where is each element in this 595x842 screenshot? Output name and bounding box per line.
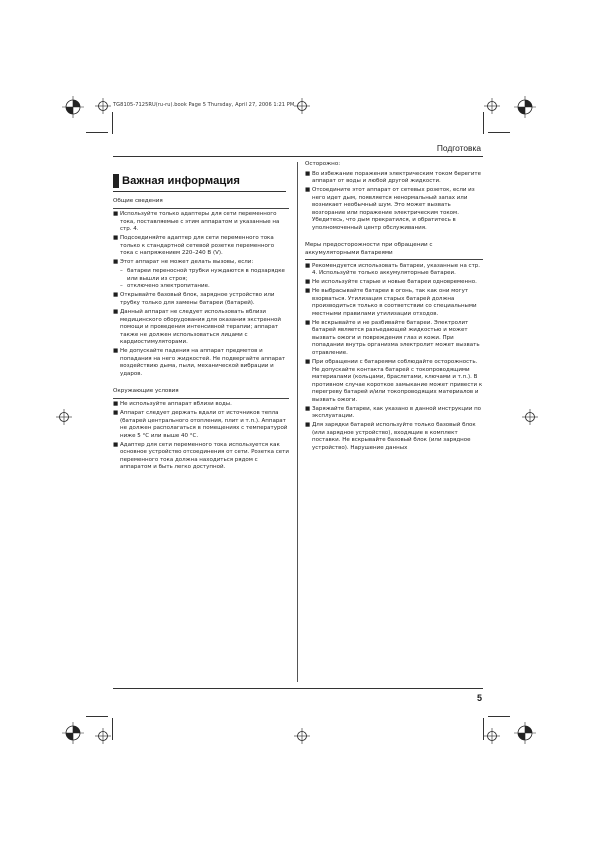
square-bullet-icon: ■ [305, 170, 311, 177]
registration-mark-icon [62, 96, 84, 118]
list-item: ■ Аппарат следует держать вдали от источников тепла (батарей центрального отопления, плит и т.п.). Аппарат не должен располагаться в помещениях с температурой ниже 5 °C или выше 40 °C. [113, 410, 288, 439]
registration-mark-icon [514, 722, 536, 744]
target-mark-icon [95, 728, 111, 744]
page-number: 5 [476, 693, 482, 703]
trim-mark [112, 112, 113, 134]
square-bullet-icon: ■ [305, 187, 311, 194]
list-item: ■ Адаптер для сети переменного тока используется как основное устройство отсоединения от сети. Розетка сети переменного тока должна находиться рядом с аппаратом и быть легко доступной. [113, 441, 289, 471]
square-bullet-icon: ■ [305, 405, 311, 412]
square-bullet-icon: ■ [305, 422, 311, 429]
square-bullet-icon: ■ [113, 348, 119, 355]
target-mark-icon [522, 409, 538, 425]
list-item: ■ Заряжайте батареи, как указано в данной инструкции по эксплуатации. [305, 405, 482, 420]
trim-mark [112, 718, 113, 740]
general-section [113, 198, 289, 378]
registration-mark-icon [514, 96, 536, 118]
target-mark-icon [484, 728, 500, 744]
square-bullet-icon: ■ [305, 359, 311, 366]
list-item: ■ Открывайте базовый блок, зарядное устройство или трубку только для замены батареи (батарей). [113, 292, 275, 306]
title-marker [113, 174, 119, 188]
header-rule [113, 156, 483, 157]
target-mark-icon [95, 98, 111, 114]
trim-mark [86, 716, 108, 717]
right-column [305, 161, 483, 454]
page-title: Важная информация [122, 175, 240, 187]
section-heading: Меры предосторожности при обращении с аккумуляторными батареями [305, 242, 433, 256]
trim-mark [488, 716, 510, 717]
footer-rule [113, 688, 483, 689]
list-item: ■ При обращении с батареями соблюдайте осторожность. Не допускайте контакта батарей с токопроводящими материалами (кольцами, браслетами, ключами и т.п.). В противном случае короткое замыкание может привести к перегреву батарей и/или токопроводящих материалов и вызвать ожоги. [305, 359, 483, 403]
battery-section [305, 242, 483, 452]
list-item: ■ Не вскрывайте и не разбивайте батареи. Электролит батарей является разъедающей жидкостью и может вызвать ожоги и повреждения глаз и кожи. При попадании внутрь организма электролит может вызвать отравление. [305, 319, 480, 356]
square-bullet-icon: ■ [305, 279, 311, 286]
square-bullet-icon: ■ [113, 292, 119, 299]
section-heading: Общие сведения [113, 198, 163, 204]
section-heading: Окружающие условия [113, 388, 179, 395]
square-bullet-icon: ■ [305, 262, 311, 269]
section-rule [305, 259, 483, 260]
caution-section [305, 161, 483, 232]
trim-mark [483, 112, 484, 134]
square-bullet-icon: ■ [113, 211, 119, 218]
square-bullet-icon: ■ [305, 288, 311, 295]
list-item: ■ Не используйте аппарат вблизи воды. [113, 401, 232, 408]
square-bullet-icon: ■ [113, 441, 119, 448]
list-item: ■ Для зарядки батарей используйте только базовый блок (или зарядное устройство), входящие в комплект поставки. Не вскрывайте базовый блок (или зарядное устройство). Нарушение данных [305, 422, 476, 451]
square-bullet-icon: ■ [113, 259, 119, 266]
target-mark-icon [484, 98, 500, 114]
target-mark-icon [56, 409, 72, 425]
trim-mark [488, 132, 510, 133]
left-column [113, 198, 289, 474]
target-mark-icon [294, 98, 310, 114]
registration-mark-icon [62, 722, 84, 744]
list-item: ■ Этот аппарат не может делать вызовы, если: [113, 259, 254, 266]
section-label: Подготовка [436, 143, 481, 153]
list-item: ■ Рекомендуется использовать батареи, указанные на стр. 4. Используйте только аккумуляторные батареи. [305, 262, 481, 277]
section-rule [113, 208, 289, 209]
section-heading: Осторожно: [305, 161, 341, 167]
list-item: ■ Подсоединяйте адаптер для сети переменного тока только к стандартной сетевой розетке переменного тока с напряжением 220–240 В (V). [113, 235, 275, 257]
list-item: ■ Не используйте старые и новые батареи одновременно. [305, 279, 477, 286]
target-mark-icon [294, 728, 310, 744]
environment-section [113, 388, 289, 472]
list-item: ■ Не выбрасывайте батареи в огонь, так как они могут взорваться. Утилизация старых батарей должна производиться только в соответствии со специальными местными правилами утилизации отходов. [305, 288, 477, 317]
column-divider [297, 162, 298, 682]
square-bullet-icon: ■ [113, 410, 119, 417]
square-bullet-icon: ■ [113, 401, 119, 408]
list-item: ■ Во избежание поражения электрическим током берегите аппарат от воды и любой другой жидкости. [305, 170, 481, 184]
trim-mark [86, 132, 108, 133]
trim-mark [483, 718, 484, 740]
section-rule [113, 398, 289, 399]
sub-list-item: – батареи переносной трубки нуждаются в подзарядке или вышли из строя; [120, 268, 285, 282]
file-header: TG8105-7125RU(ru-ru).book Page 5 Thursday, April 27, 2006 1:21 PM [113, 102, 295, 108]
title-rule [113, 191, 286, 192]
square-bullet-icon: ■ [113, 235, 119, 242]
list-item: ■ Используйте только адаптеры для сети переменного тока, поставляемые с этим аппаратом и указанные на стр. 4. [113, 211, 280, 233]
square-bullet-icon: ■ [113, 309, 119, 316]
square-bullet-icon: ■ [305, 319, 311, 326]
list-item: ■ Данный аппарат не следует использовать вблизи медицинского оборудования для оказания экстренной помощи и проведения интенсивной терапии; аппарат также не должен использоваться лицами с кардиостимуляторами. [113, 309, 281, 346]
list-item: ■ Отсоедините этот аппарат от сетевых розеток, если из него идет дым, появляется ненормальный запах или возникает необычный шум. Это может вызвать возгорание или поражение электрическим током. Убедитесь, что дым прекратился, и обратитесь в уполномоченный центр обслуживания. [305, 187, 475, 231]
sub-list-item: – отключено электропитание. [120, 283, 210, 290]
list-item: ■ Не допускайте падения на аппарат предметов и попадания на него жидкостей. Не подвергайте аппарат воздействию дыма, пыли, механической вибрации и ударов. [113, 348, 286, 377]
